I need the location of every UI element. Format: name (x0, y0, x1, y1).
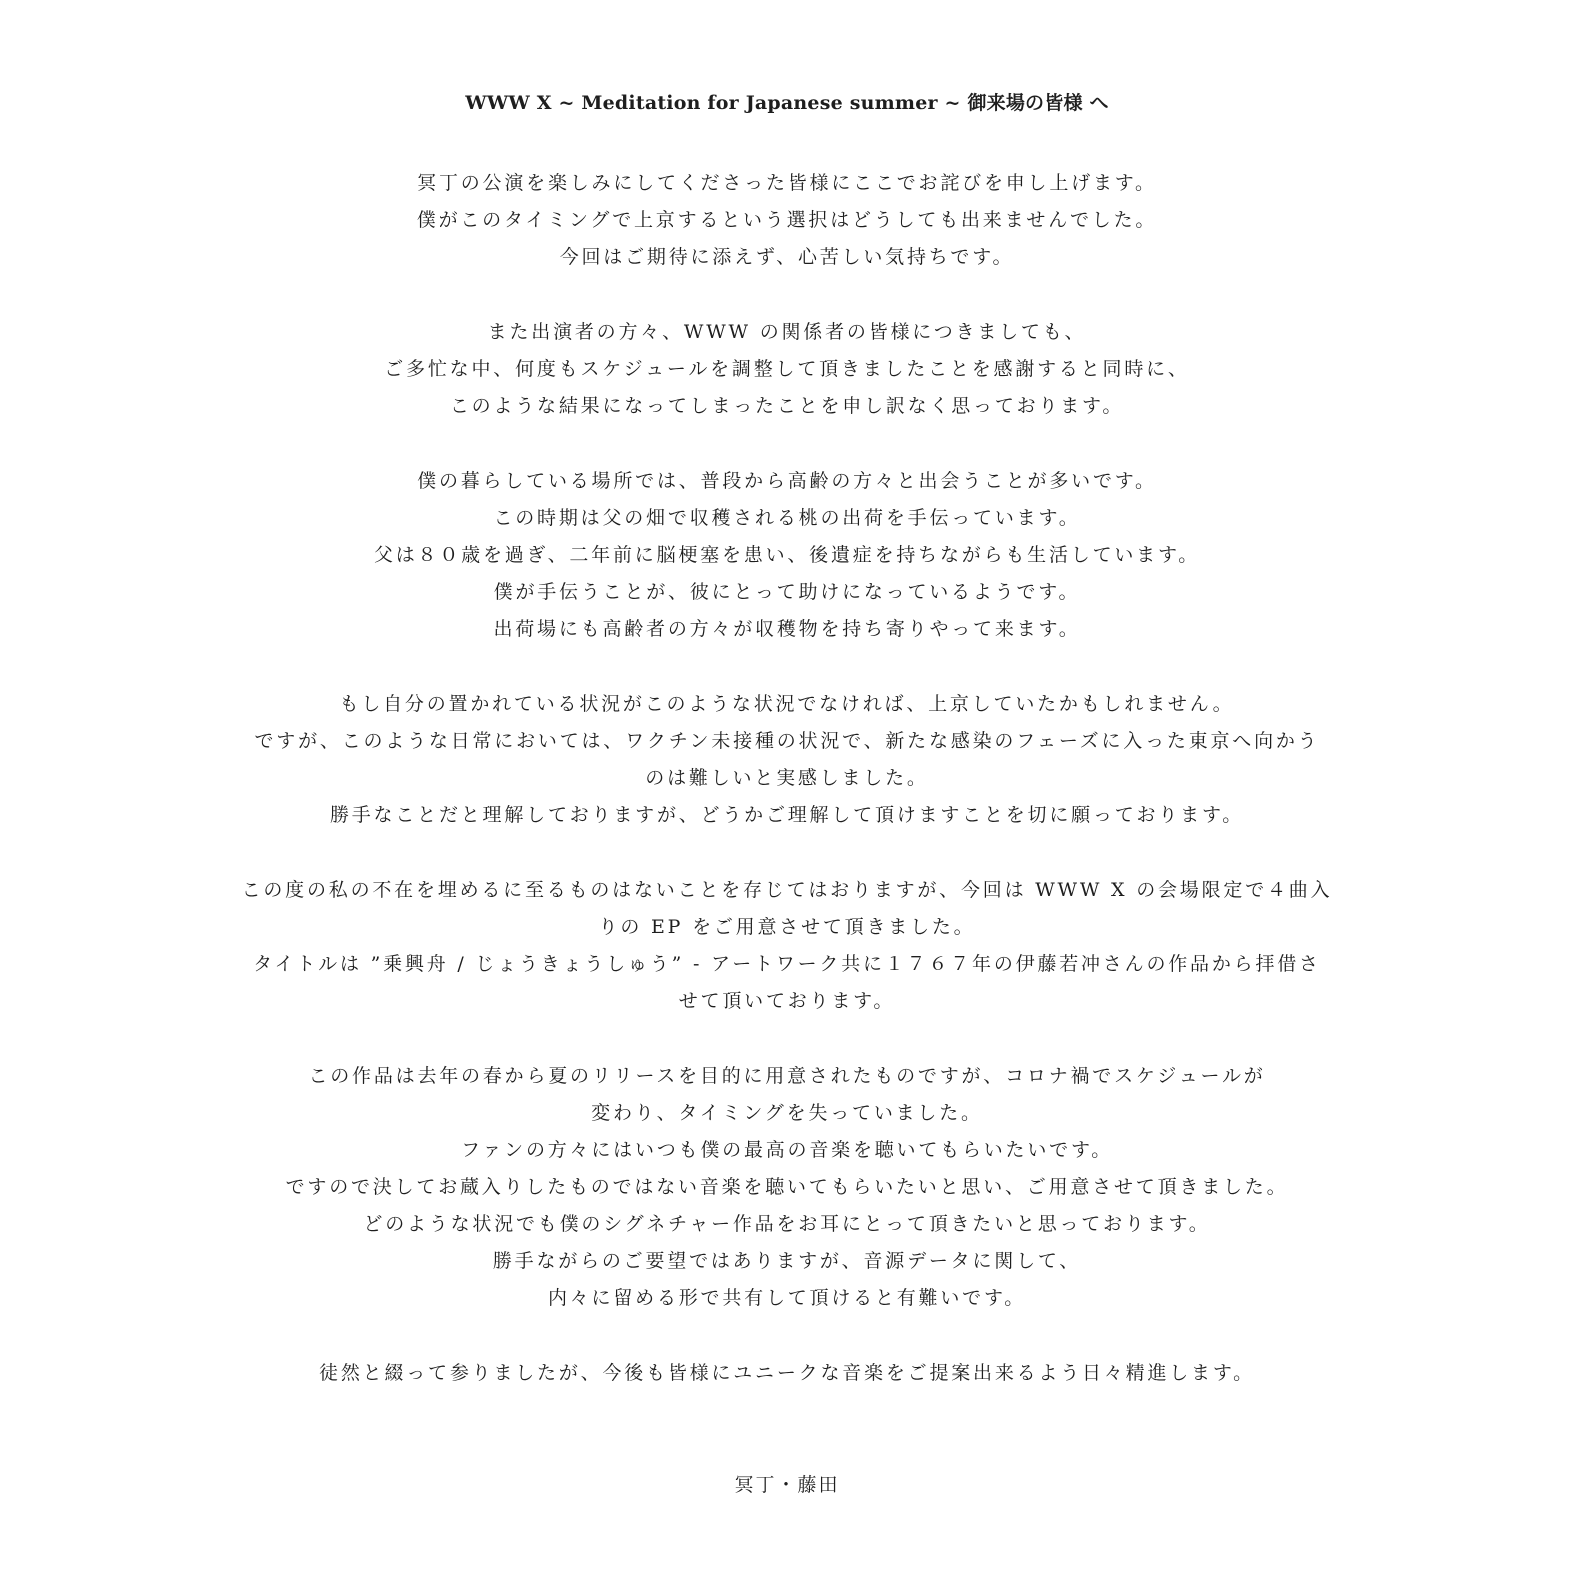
paragraph-5-line-2: りの EP をご用意させて頂きました。 (598, 916, 976, 938)
paragraph-4-line-1: もし自分の置かれている状況がこのような状況でなければ、上京していたかもしれません。 (339, 693, 1235, 715)
paragraph-6-line-3: ファンの方々にはいつも僕の最高の音楽を聴いてもらいたいです。 (460, 1139, 1114, 1161)
paragraph-6-line-1: この作品は去年の春から夏のリリースを目的に用意されたものですが、コロナ禍でスケジュールが (308, 1065, 1266, 1087)
closing-line: 徒然と綴って参りましたが、今後も皆様にユニークな音楽をご提案出来るよう日々精進します。 (319, 1362, 1255, 1384)
paragraph-1-line-3: 今回はご期待に添えず、心苦しい気持ちです。 (559, 246, 1015, 268)
paragraph-6-line-2: 変わり、タイミングを失っていました。 (591, 1102, 983, 1124)
paragraph-6-line-4: ですので決してお蔵入りしたものではない音楽を聴いてもらいたいと思い、ご用意させて頂きました。 (285, 1176, 1289, 1198)
paragraph-5-line-3: タイトルは ”乗興舟 / じょうきょうしゅう” - アートワーク共に１７６７年の伊藤若冲さんの作品から拝借さ (253, 953, 1321, 975)
paragraph-4-line-2: ですが、このような日常においては、ワクチン未接種の状況で、新たな感染のフェーズに入った東京へ向かう (254, 730, 1320, 752)
paragraph-4-line-3: のは難しいと実感しました。 (645, 767, 929, 789)
paragraph-5-line-1: この度の私の不在を埋めるに至るものはないことを存じてはおりますが、今回は WWW X の会場限定で４曲入 (241, 879, 1333, 901)
paragraph-2-line-3: このような結果になってしまったことを申し訳なく思っております。 (449, 395, 1125, 417)
paragraph-2-line-1: また出演者の方々、WWW の関係者の皆様につきましても、 (487, 321, 1087, 343)
paragraph-1-line-2: 僕がこのタイミングで上京するという選択はどうしても出来ませんでした。 (416, 209, 1158, 231)
paragraph-3-line-4: 僕が手伝うことが、彼にとって助けになっているようです。 (493, 581, 1081, 603)
letter-title: WWW X ~ Meditation for Japanese summer ~ 御来場の皆様 へ (465, 92, 1109, 114)
paragraph-5-line-4: せて頂いております。 (678, 990, 896, 1012)
paragraph-3-line-1: 僕の暮らしている場所では、普段から高齢の方々と出会うことが多いです。 (417, 470, 1157, 492)
paragraph-6-line-7: 内々に留める形で共有して頂けると有難いです。 (547, 1287, 1027, 1309)
paragraph-1-line-1: 冥丁の公演を楽しみにしてくださった皆様にここでお詫びを申し上げます。 (417, 172, 1157, 194)
paragraph-4-line-4: 勝手なことだと理解しておりますが、どうかご理解して頂けますことを切に願っております。 (329, 804, 1245, 826)
paragraph-6-line-5: どのような状況でも僕のシグネチャー作品をお耳にとって頂きたいと思っております。 (363, 1213, 1211, 1235)
paragraph-2-line-2: ご多忙な中、何度もスケジュールを調整して頂きましたことを感謝すると同時に、 (384, 358, 1190, 380)
signature: 冥丁・藤田 (734, 1474, 840, 1496)
paragraph-3-line-5: 出荷場にも高齢者の方々が収穫物を持ち寄りやって来ます。 (493, 618, 1081, 640)
paragraph-3-line-2: この時期は父の畑で収穫される桃の出荷を手伝っています。 (493, 507, 1081, 529)
paragraph-3-line-3: 父は８０歳を過ぎ、二年前に脳梗塞を患い、後遺症を持ちながらも生活しています。 (373, 544, 1201, 566)
paragraph-6-line-6: 勝手ながらのご要望ではありますが、音源データに関して、 (492, 1250, 1082, 1272)
